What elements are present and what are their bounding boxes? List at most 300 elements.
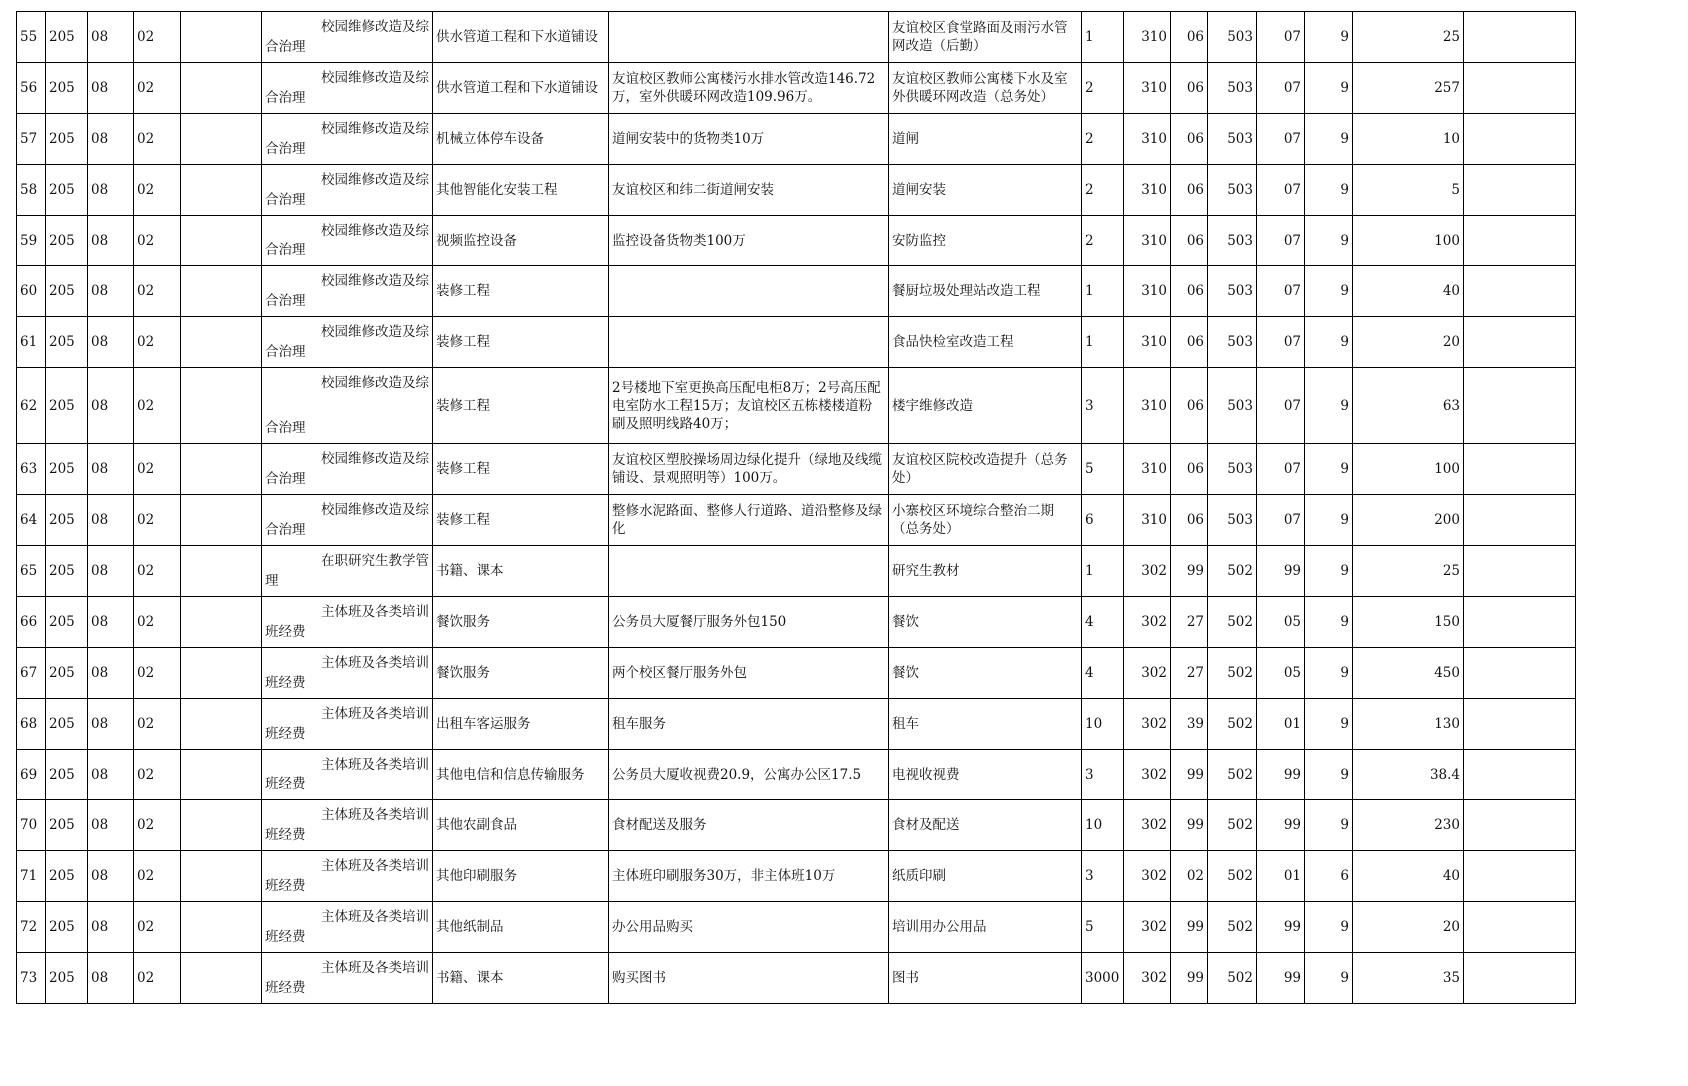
quantity-cell: 3 — [1082, 749, 1124, 800]
procurement-item-cell: 其他电信和信息传输服务 — [433, 749, 609, 800]
item-code-cell: 02 — [134, 596, 181, 647]
quantity-cell: 2 — [1082, 62, 1124, 113]
econ-item-cell: 06 — [1171, 266, 1208, 317]
item-code-cell: 02 — [134, 62, 181, 113]
class-code-cell: 205 — [46, 953, 88, 1004]
gov-econ-item-cell: 07 — [1257, 164, 1305, 215]
description-cell: 监控设备货物类100万 — [609, 215, 889, 266]
project-name-cell — [262, 749, 433, 800]
procurement-name-cell: 餐厨垃圾处理站改造工程 — [889, 266, 1082, 317]
section-code-cell: 08 — [88, 851, 134, 902]
procurement-item-cell: 其他农副食品 — [433, 800, 609, 851]
remark-cell — [1464, 698, 1576, 749]
procurement-name-cell: 小寨校区环境综合整治二期（总务处） — [889, 495, 1082, 546]
remark-cell — [1464, 12, 1576, 63]
econ-class-cell: 302 — [1124, 953, 1171, 1004]
econ-item-cell: 99 — [1171, 953, 1208, 1004]
procurement-name-cell: 研究生教材 — [889, 546, 1082, 597]
project-name-line2: 合治理 — [265, 344, 306, 361]
gov-econ-class-cell: 502 — [1208, 647, 1257, 698]
class-code-cell: 205 — [46, 800, 88, 851]
blank-cell — [181, 647, 262, 698]
section-code-cell: 08 — [88, 62, 134, 113]
econ-class-cell: 302 — [1124, 647, 1171, 698]
item-code-cell: 02 — [134, 317, 181, 368]
gov-econ-item-cell: 01 — [1257, 698, 1305, 749]
fund-type-cell: 9 — [1305, 444, 1353, 495]
project-name-cell — [262, 215, 433, 266]
row-number-cell: 69 — [17, 749, 46, 800]
project-name-cell — [262, 953, 433, 1004]
class-code-cell: 205 — [46, 647, 88, 698]
row-number-cell: 63 — [17, 444, 46, 495]
item-code-cell: 02 — [134, 113, 181, 164]
project-name-line1: 主体班及各类培训 — [321, 960, 429, 977]
description-cell — [609, 317, 889, 368]
blank-cell — [181, 444, 262, 495]
remark-cell — [1464, 800, 1576, 851]
project-name-line2: 合治理 — [265, 420, 306, 437]
fund-type-cell: 9 — [1305, 113, 1353, 164]
fund-type-cell: 9 — [1305, 647, 1353, 698]
project-name-line2: 合治理 — [265, 89, 306, 106]
item-code-cell: 02 — [134, 164, 181, 215]
section-code-cell: 08 — [88, 953, 134, 1004]
amount-cell: 5 — [1353, 164, 1464, 215]
table-row — [17, 749, 1576, 800]
table-row — [17, 368, 1576, 444]
procurement-name-cell: 安防监控 — [889, 215, 1082, 266]
table-row — [17, 12, 1576, 63]
description-cell: 租车服务 — [609, 698, 889, 749]
item-code-cell: 02 — [134, 546, 181, 597]
project-name-line2: 合治理 — [265, 293, 306, 310]
blank-cell — [181, 698, 262, 749]
description-cell — [609, 266, 889, 317]
econ-class-cell: 302 — [1124, 851, 1171, 902]
description-cell: 公务员大厦餐厅服务外包150 — [609, 596, 889, 647]
row-number-cell: 68 — [17, 698, 46, 749]
project-name-cell — [262, 546, 433, 597]
project-name-line1: 主体班及各类培训 — [321, 858, 429, 875]
fund-type-cell: 9 — [1305, 596, 1353, 647]
class-code-cell: 205 — [46, 368, 88, 444]
amount-cell: 20 — [1353, 317, 1464, 368]
row-number-cell: 65 — [17, 546, 46, 597]
gov-econ-item-cell: 05 — [1257, 647, 1305, 698]
class-code-cell: 205 — [46, 12, 88, 63]
project-name-cell — [262, 368, 433, 444]
blank-cell — [181, 800, 262, 851]
econ-class-cell: 310 — [1124, 266, 1171, 317]
econ-class-cell: 302 — [1124, 800, 1171, 851]
amount-cell: 10 — [1353, 113, 1464, 164]
section-code-cell: 08 — [88, 546, 134, 597]
procurement-item-cell: 装修工程 — [433, 495, 609, 546]
econ-class-cell: 310 — [1124, 12, 1171, 63]
econ-item-cell: 06 — [1171, 444, 1208, 495]
procurement-item-cell: 机械立体停车设备 — [433, 113, 609, 164]
item-code-cell: 02 — [134, 698, 181, 749]
project-name-line2: 合治理 — [265, 140, 306, 157]
table-row — [17, 495, 1576, 546]
section-code-cell: 08 — [88, 749, 134, 800]
econ-class-cell: 302 — [1124, 546, 1171, 597]
table-row — [17, 851, 1576, 902]
gov-econ-item-cell: 99 — [1257, 902, 1305, 953]
project-name-cell — [262, 164, 433, 215]
procurement-item-cell: 其他纸制品 — [433, 902, 609, 953]
quantity-cell: 5 — [1082, 902, 1124, 953]
description-cell: 办公用品购买 — [609, 902, 889, 953]
section-code-cell: 08 — [88, 266, 134, 317]
quantity-cell: 2 — [1082, 113, 1124, 164]
row-number-cell: 62 — [17, 368, 46, 444]
blank-cell — [181, 596, 262, 647]
table-row — [17, 317, 1576, 368]
description-cell: 友谊校区和纬二街道闸安装 — [609, 164, 889, 215]
class-code-cell: 205 — [46, 62, 88, 113]
blank-cell — [181, 215, 262, 266]
project-name-cell — [262, 851, 433, 902]
procurement-name-cell: 食材及配送 — [889, 800, 1082, 851]
fund-type-cell: 6 — [1305, 851, 1353, 902]
class-code-cell: 205 — [46, 215, 88, 266]
table-row — [17, 953, 1576, 1004]
procurement-name-cell: 餐饮 — [889, 596, 1082, 647]
gov-econ-item-cell: 07 — [1257, 368, 1305, 444]
gov-econ-class-cell: 502 — [1208, 902, 1257, 953]
quantity-cell: 1 — [1082, 317, 1124, 368]
section-code-cell: 08 — [88, 444, 134, 495]
fund-type-cell: 9 — [1305, 902, 1353, 953]
project-name-line1: 主体班及各类培训 — [321, 705, 429, 722]
project-name-cell — [262, 698, 433, 749]
amount-cell: 25 — [1353, 546, 1464, 597]
procurement-name-cell: 培训用办公用品 — [889, 902, 1082, 953]
project-name-cell — [262, 113, 433, 164]
table-row — [17, 444, 1576, 495]
class-code-cell: 205 — [46, 495, 88, 546]
row-number-cell: 71 — [17, 851, 46, 902]
description-cell: 整修水泥路面、整修人行道路、道沿整修及绿化 — [609, 495, 889, 546]
class-code-cell: 205 — [46, 749, 88, 800]
class-code-cell: 205 — [46, 851, 88, 902]
amount-cell: 130 — [1353, 698, 1464, 749]
fund-type-cell: 9 — [1305, 12, 1353, 63]
econ-class-cell: 310 — [1124, 215, 1171, 266]
description-cell: 友谊校区塑胶操场周边绿化提升（绿地及线缆铺设、景观照明等）100万。 — [609, 444, 889, 495]
gov-econ-item-cell: 07 — [1257, 444, 1305, 495]
project-name-cell — [262, 596, 433, 647]
item-code-cell: 02 — [134, 495, 181, 546]
econ-class-cell: 310 — [1124, 444, 1171, 495]
item-code-cell: 02 — [134, 647, 181, 698]
econ-class-cell: 302 — [1124, 749, 1171, 800]
fund-type-cell: 9 — [1305, 317, 1353, 368]
econ-item-cell: 06 — [1171, 495, 1208, 546]
class-code-cell: 205 — [46, 317, 88, 368]
project-name-cell — [262, 12, 433, 63]
fund-type-cell: 9 — [1305, 749, 1353, 800]
remark-cell — [1464, 317, 1576, 368]
gov-econ-item-cell: 05 — [1257, 596, 1305, 647]
row-number-cell: 56 — [17, 62, 46, 113]
procurement-item-cell: 供水管道工程和下水道铺设 — [433, 12, 609, 63]
amount-cell: 100 — [1353, 215, 1464, 266]
table-row — [17, 113, 1576, 164]
project-name-cell — [262, 62, 433, 113]
class-code-cell: 205 — [46, 164, 88, 215]
project-name-line2: 班经费 — [265, 725, 306, 742]
procurement-item-cell: 书籍、课本 — [433, 953, 609, 1004]
section-code-cell: 08 — [88, 596, 134, 647]
econ-item-cell: 99 — [1171, 902, 1208, 953]
item-code-cell: 02 — [134, 266, 181, 317]
project-name-line1: 校园维修改造及综 — [321, 222, 429, 239]
quantity-cell: 1 — [1082, 546, 1124, 597]
procurement-item-cell: 书籍、课本 — [433, 546, 609, 597]
class-code-cell: 205 — [46, 596, 88, 647]
fund-type-cell: 9 — [1305, 698, 1353, 749]
fund-type-cell: 9 — [1305, 215, 1353, 266]
table-row — [17, 596, 1576, 647]
amount-cell: 25 — [1353, 12, 1464, 63]
econ-item-cell: 99 — [1171, 546, 1208, 597]
project-name-line1: 主体班及各类培训 — [321, 756, 429, 773]
row-number-cell: 61 — [17, 317, 46, 368]
quantity-cell: 3 — [1082, 851, 1124, 902]
gov-econ-item-cell: 07 — [1257, 113, 1305, 164]
project-name-line2: 合治理 — [265, 522, 306, 539]
item-code-cell: 02 — [134, 444, 181, 495]
econ-item-cell: 27 — [1171, 596, 1208, 647]
blank-cell — [181, 495, 262, 546]
project-name-line1: 校园维修改造及综 — [321, 451, 429, 468]
amount-cell: 230 — [1353, 800, 1464, 851]
quantity-cell: 6 — [1082, 495, 1124, 546]
econ-item-cell: 99 — [1171, 749, 1208, 800]
amount-cell: 38.4 — [1353, 749, 1464, 800]
project-name-line1: 校园维修改造及综 — [321, 171, 429, 188]
project-name-cell — [262, 266, 433, 317]
blank-cell — [181, 317, 262, 368]
description-cell: 购买图书 — [609, 953, 889, 1004]
remark-cell — [1464, 749, 1576, 800]
project-name-line2: 班经费 — [265, 674, 306, 691]
table-row — [17, 266, 1576, 317]
project-name-line2: 班经费 — [265, 980, 306, 997]
gov-econ-class-cell: 503 — [1208, 12, 1257, 63]
description-cell: 道闸安装中的货物类10万 — [609, 113, 889, 164]
blank-cell — [181, 12, 262, 63]
econ-class-cell: 310 — [1124, 495, 1171, 546]
blank-cell — [181, 851, 262, 902]
procurement-item-cell: 装修工程 — [433, 444, 609, 495]
project-name-line2: 班经费 — [265, 929, 306, 946]
amount-cell: 100 — [1353, 444, 1464, 495]
quantity-cell: 10 — [1082, 800, 1124, 851]
gov-econ-item-cell: 07 — [1257, 12, 1305, 63]
remark-cell — [1464, 62, 1576, 113]
table-row — [17, 62, 1576, 113]
class-code-cell: 205 — [46, 546, 88, 597]
row-number-cell: 66 — [17, 596, 46, 647]
table-row — [17, 647, 1576, 698]
gov-econ-class-cell: 503 — [1208, 164, 1257, 215]
quantity-cell: 10 — [1082, 698, 1124, 749]
procurement-item-cell: 装修工程 — [433, 266, 609, 317]
procurement-name-cell: 楼宇维修改造 — [889, 368, 1082, 444]
row-number-cell: 55 — [17, 12, 46, 63]
econ-class-cell: 310 — [1124, 368, 1171, 444]
row-number-cell: 72 — [17, 902, 46, 953]
project-name-line1: 校园维修改造及综 — [321, 375, 429, 392]
remark-cell — [1464, 444, 1576, 495]
table-row — [17, 164, 1576, 215]
section-code-cell: 08 — [88, 698, 134, 749]
row-number-cell: 59 — [17, 215, 46, 266]
description-cell: 公务员大厦收视费20.9，公寓办公区17.5 — [609, 749, 889, 800]
table-row — [17, 215, 1576, 266]
quantity-cell: 1 — [1082, 266, 1124, 317]
project-name-cell — [262, 317, 433, 368]
gov-econ-item-cell: 07 — [1257, 495, 1305, 546]
procurement-name-cell: 餐饮 — [889, 647, 1082, 698]
procurement-name-cell: 道闸 — [889, 113, 1082, 164]
project-name-line2: 班经费 — [265, 878, 306, 895]
row-number-cell: 57 — [17, 113, 46, 164]
gov-econ-item-cell: 99 — [1257, 546, 1305, 597]
project-name-line2: 合治理 — [265, 242, 306, 259]
section-code-cell: 08 — [88, 113, 134, 164]
item-code-cell: 02 — [134, 800, 181, 851]
econ-class-cell: 310 — [1124, 164, 1171, 215]
gov-econ-class-cell: 503 — [1208, 495, 1257, 546]
section-code-cell: 08 — [88, 368, 134, 444]
project-name-line2: 合治理 — [265, 191, 306, 208]
table-row — [17, 698, 1576, 749]
remark-cell — [1464, 851, 1576, 902]
procurement-item-cell: 供水管道工程和下水道铺设 — [433, 62, 609, 113]
gov-econ-item-cell: 07 — [1257, 62, 1305, 113]
gov-econ-class-cell: 502 — [1208, 800, 1257, 851]
section-code-cell: 08 — [88, 215, 134, 266]
gov-econ-class-cell: 503 — [1208, 113, 1257, 164]
quantity-cell: 5 — [1082, 444, 1124, 495]
procurement-item-cell: 视频监控设备 — [433, 215, 609, 266]
remark-cell — [1464, 113, 1576, 164]
project-name-line2: 班经费 — [265, 623, 306, 640]
procurement-item-cell: 其他智能化安装工程 — [433, 164, 609, 215]
project-name-line1: 主体班及各类培训 — [321, 654, 429, 671]
description-cell: 食材配送及服务 — [609, 800, 889, 851]
procurement-name-cell: 租车 — [889, 698, 1082, 749]
class-code-cell: 205 — [46, 698, 88, 749]
project-name-line2: 合治理 — [265, 38, 306, 55]
procurement-item-cell: 装修工程 — [433, 317, 609, 368]
gov-econ-class-cell: 502 — [1208, 546, 1257, 597]
description-cell: 2号楼地下室更换高压配电柜8万；2号高压配电室防水工程15万；友谊校区五栋楼楼道粉刷及照明线路40万； — [609, 368, 889, 444]
quantity-cell: 1 — [1082, 12, 1124, 63]
gov-econ-class-cell: 503 — [1208, 317, 1257, 368]
description-cell: 主体班印刷服务30万，非主体班10万 — [609, 851, 889, 902]
remark-cell — [1464, 495, 1576, 546]
gov-econ-item-cell: 99 — [1257, 749, 1305, 800]
econ-item-cell: 27 — [1171, 647, 1208, 698]
amount-cell: 63 — [1353, 368, 1464, 444]
econ-item-cell: 06 — [1171, 62, 1208, 113]
row-number-cell: 64 — [17, 495, 46, 546]
project-name-cell — [262, 800, 433, 851]
remark-cell — [1464, 368, 1576, 444]
fund-type-cell: 9 — [1305, 546, 1353, 597]
fund-type-cell: 9 — [1305, 368, 1353, 444]
econ-item-cell: 06 — [1171, 12, 1208, 63]
table-row — [17, 800, 1576, 851]
amount-cell: 150 — [1353, 596, 1464, 647]
item-code-cell: 02 — [134, 851, 181, 902]
blank-cell — [181, 368, 262, 444]
blank-cell — [181, 62, 262, 113]
blank-cell — [181, 953, 262, 1004]
row-number-cell: 60 — [17, 266, 46, 317]
blank-cell — [181, 546, 262, 597]
section-code-cell: 08 — [88, 164, 134, 215]
project-name-line1: 在职研究生教学管 — [321, 553, 429, 570]
gov-econ-class-cell: 503 — [1208, 62, 1257, 113]
amount-cell: 35 — [1353, 953, 1464, 1004]
econ-item-cell: 99 — [1171, 800, 1208, 851]
econ-class-cell: 310 — [1124, 62, 1171, 113]
description-cell: 友谊校区教师公寓楼污水排水管改造146.72万，室外供暖环网改造109.96万。 — [609, 62, 889, 113]
quantity-cell: 2 — [1082, 164, 1124, 215]
project-name-line2: 班经费 — [265, 827, 306, 844]
item-code-cell: 02 — [134, 368, 181, 444]
econ-item-cell: 06 — [1171, 215, 1208, 266]
gov-econ-item-cell: 99 — [1257, 800, 1305, 851]
class-code-cell: 205 — [46, 444, 88, 495]
gov-econ-class-cell: 503 — [1208, 215, 1257, 266]
project-name-line1: 校园维修改造及综 — [321, 502, 429, 519]
econ-class-cell: 310 — [1124, 317, 1171, 368]
item-code-cell: 02 — [134, 953, 181, 1004]
row-number-cell: 58 — [17, 164, 46, 215]
row-number-cell: 67 — [17, 647, 46, 698]
row-number-cell: 70 — [17, 800, 46, 851]
class-code-cell: 205 — [46, 113, 88, 164]
econ-item-cell: 39 — [1171, 698, 1208, 749]
remark-cell — [1464, 215, 1576, 266]
amount-cell: 200 — [1353, 495, 1464, 546]
item-code-cell: 02 — [134, 12, 181, 63]
project-name-cell — [262, 647, 433, 698]
quantity-cell: 3 — [1082, 368, 1124, 444]
procurement-table — [16, 11, 1576, 1004]
procurement-item-cell: 装修工程 — [433, 368, 609, 444]
econ-item-cell: 06 — [1171, 164, 1208, 215]
item-code-cell: 02 — [134, 902, 181, 953]
project-name-cell — [262, 495, 433, 546]
description-cell — [609, 546, 889, 597]
econ-class-cell: 302 — [1124, 596, 1171, 647]
procurement-item-cell: 餐饮服务 — [433, 647, 609, 698]
project-name-line1: 校园维修改造及综 — [321, 120, 429, 137]
project-name-line1: 主体班及各类培训 — [321, 807, 429, 824]
fund-type-cell: 9 — [1305, 800, 1353, 851]
procurement-name-cell: 食品快检室改造工程 — [889, 317, 1082, 368]
table-row — [17, 546, 1576, 597]
